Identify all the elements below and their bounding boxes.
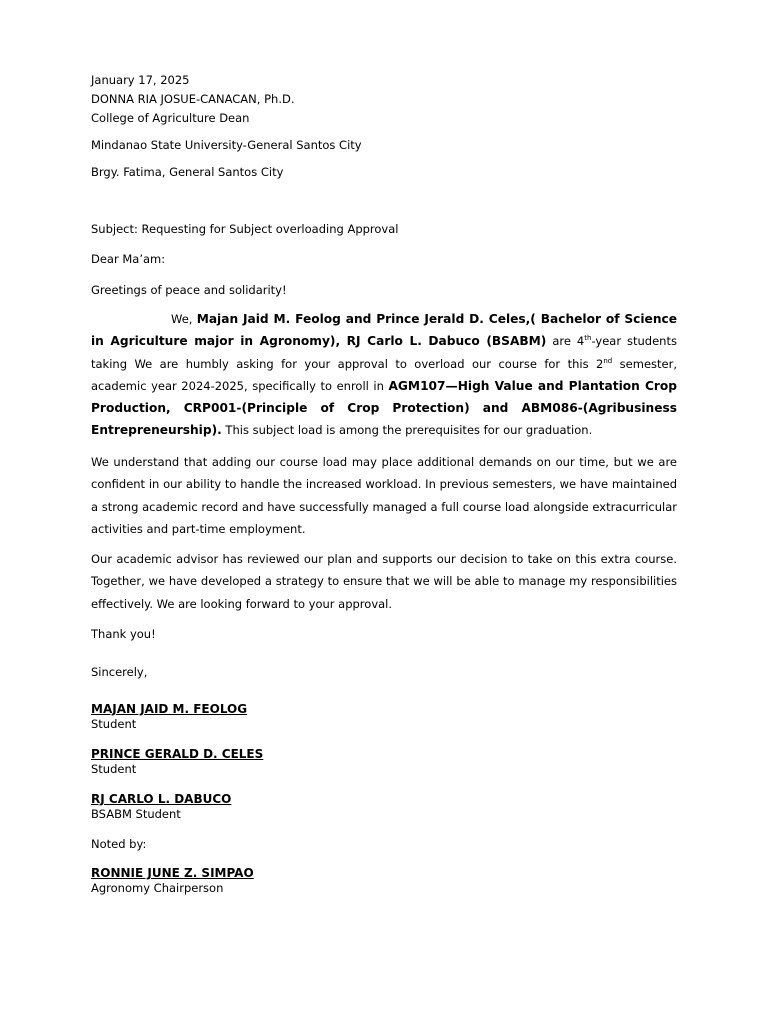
letter-date: January 17, 2025 — [91, 73, 190, 87]
paragraph-are: are 4 — [546, 334, 585, 349]
letter-closing: Sincerely, — [91, 665, 148, 679]
superscript-th: th — [584, 334, 592, 343]
signatory-name: MAJAN JAID M. FEOLOG — [91, 702, 248, 716]
letter-salutation: Dear Ma’am: — [91, 252, 166, 266]
paragraph-advisor: Our academic advisor has reviewed our plan and supports our decision to take on this extra course. Together, we have developed a strategy to ensure that we will be able to manage my responsibilities effectively. We are looking forward to your approval. — [91, 552, 677, 611]
noted-by-role: Agronomy Chairperson — [91, 881, 224, 895]
superscript-nd: nd — [603, 356, 613, 365]
paragraph-text-1: -year students taking We are humbly asking for your approval to overload our course for this 2 — [91, 334, 677, 371]
signatory-role: Student — [91, 762, 137, 776]
recipient-institution: Mindanao State University-General Santos City — [91, 138, 362, 152]
letter-greeting: Greetings of peace and solidarity! — [91, 283, 287, 297]
signatory-role: Student — [91, 717, 137, 731]
paragraph-request — [91, 308, 677, 442]
signatory-role: BSABM Student — [91, 807, 181, 821]
paragraph-text-2: semester, academic year 2024-2025, specifically to enroll in — [91, 356, 677, 393]
letter-thanks: Thank you! — [91, 627, 156, 641]
noted-by-label: Noted by: — [91, 837, 147, 851]
paragraph-workload: We understand that adding our course load may place additional demands on our time, but we are confident in our ability to handle the increased workload. In previous semesters, we have maintained a strong academic record and have successfully managed a full course load alongside extracurricular activities and part-time employment. — [91, 455, 677, 536]
signatory-name: RJ CARLO L. DABUCO — [91, 792, 232, 806]
signatory-name: PRINCE GERALD D. CELES — [91, 747, 264, 761]
recipient-address: Brgy. Fatima, General Santos City — [91, 165, 284, 179]
noted-by-name: RONNIE JUNE Z. SIMPAO — [91, 866, 254, 880]
paragraph-text-3: This subject load is among the prerequisites for our graduation. — [221, 423, 593, 438]
student-names: Majan Jaid M. Feolog and Prince Jerald D. Celes,( Bachelor of Science in Agriculture major in Agronomy), RJ Carlo L. Dabuco (BSABM) — [91, 312, 677, 349]
recipient-title: College of Agriculture Dean — [91, 111, 250, 125]
letter-subject: Subject: Requesting for Subject overloading Approval — [91, 222, 399, 236]
recipient-name: DONNA RIA JOSUE-CANACAN, Ph.D. — [91, 92, 295, 106]
course-list: AGM107—High Value and Plantation Crop Production, CRP001-(Principle of Crop Protection) and ABM086-(Agribusiness Entrepreneurship). — [91, 378, 677, 438]
paragraph-we: We, — [171, 312, 197, 326]
